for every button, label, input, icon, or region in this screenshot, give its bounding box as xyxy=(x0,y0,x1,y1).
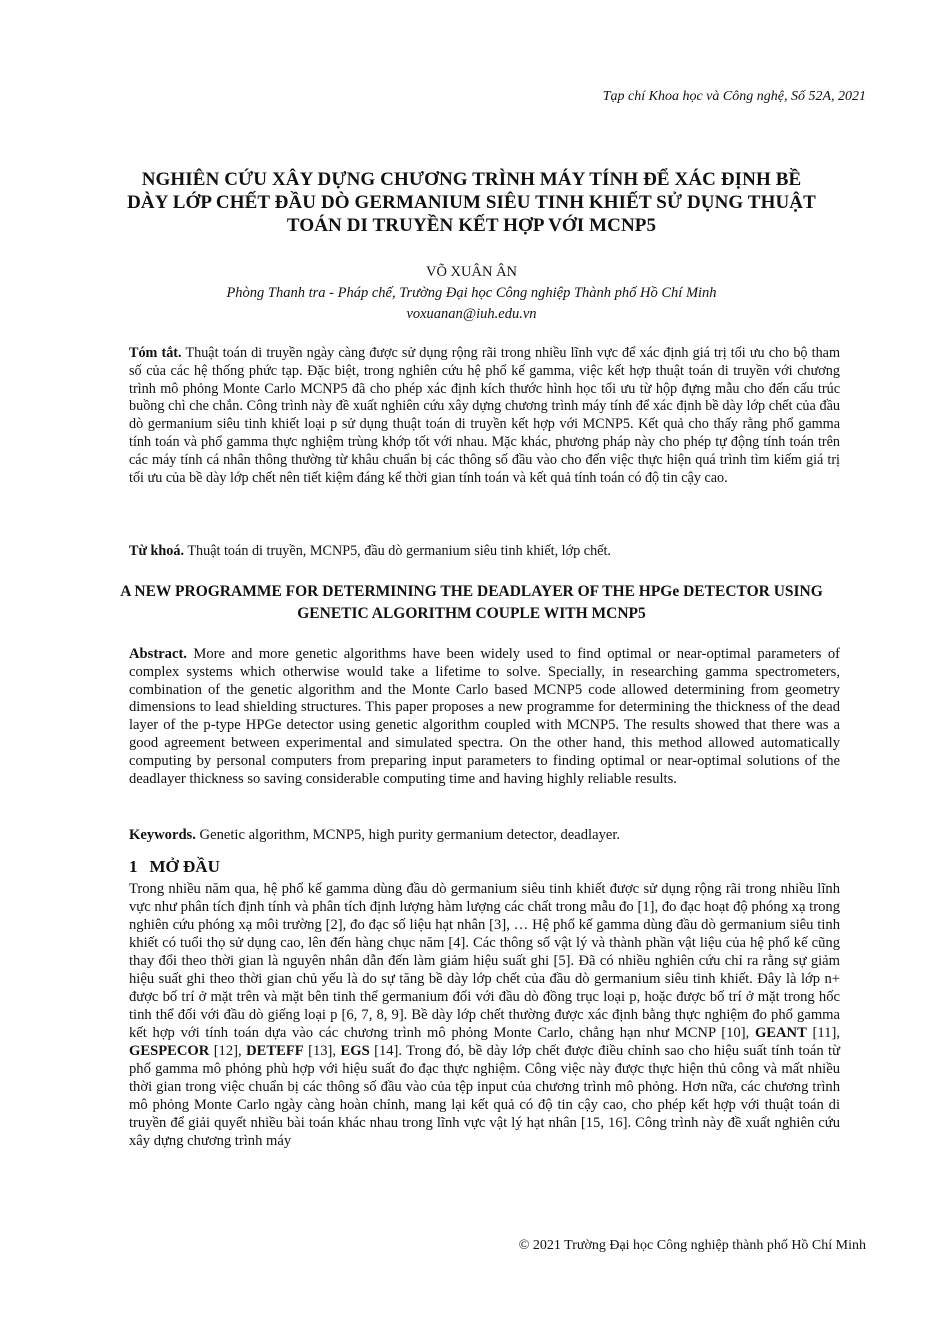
keywords-english xyxy=(129,827,840,845)
abstract-english xyxy=(129,646,840,788)
section-title: MỞ ĐẦU xyxy=(149,857,220,876)
keywords-vietnamese xyxy=(129,543,840,561)
author-email: voxuanan@iuh.edu.vn xyxy=(406,306,537,322)
keywords-vi-label: Từ khoá. xyxy=(129,543,185,559)
code-name-egs: EGS xyxy=(340,1043,370,1059)
section-heading xyxy=(129,857,220,877)
code-name-deteff: DETEFF xyxy=(246,1043,304,1059)
author-affiliation: Phòng Thanh tra - Pháp chế, Trường Đại học Công nghiệp Thành phố Hồ Chí Minh xyxy=(226,285,717,301)
abstract-en-text: More and more genetic algorithms have been widely used to find optimal or near-optimal parameters of complex systems which otherwise would take a lifetime to solve. Specially, in researching gamma spectrometers, combination of the genetic algorithm and the Monte Carlo based MCNP5 code allowed determining from geometry dimensions to lead shielding structures. This paper proposes a new programme for determining the thickness of the dead layer of the p-type HPGe detector using genetic algorithm coupled with MCNP5. The results showed that there was a good agreement between experimental and simulated spectra. On the other hand, this method allowed automatically computing by personal computers from preparing input parameters to finding optimal or near-optimal solutions of the deadlayer thickness so saving considerable computing time and having highly reliable results. xyxy=(129,646,840,787)
keywords-vi-text: Thuật toán di truyền, MCNP5, đầu dò germanium siêu tinh khiết, lớp chết. xyxy=(187,543,611,559)
section-number: 1 xyxy=(129,857,138,876)
author-name: VÕ XUÂN ÂN xyxy=(425,264,518,280)
code-name-geant: GEANT xyxy=(754,1025,807,1041)
title-english: A NEW PROGRAMME FOR DETERMINING THE DEADLAYER OF THE HPGe DETECTOR USING GENETIC ALGORITHM COUPLE WITH MCNP5 xyxy=(120,583,823,622)
journal-header: Tạp chí Khoa học và Công nghệ, Số 52A, 2021 xyxy=(602,89,866,104)
body-text-5: [14]. Trong đó, bề dày lớp chết được điều chỉnh sao cho hiệu suất tính toán từ phổ gamma mô phỏng phù hợp với hiệu suất đo đạc thực nghiệm. Công việc này được thực hiện thủ công và mất nhiều thời gian trong việc chuẩn bị các thông số đầu vào của tệp input của chương trình mô phỏng. Hơn nữa, các chương trình mô phỏng Monte Carlo ngày càng hoàn chỉnh, mang lại kết quả có độ tin cậy cao, cho phép kết hợp với thuật toán di truyền để giải quyết nhiều bài toán khác nhau trong lĩnh vực vật lý hạt nhân [15, 16]. Công trình này đề xuất nghiên cứu xây dựng chương trình máy xyxy=(129,1043,841,1149)
title-vietnamese: NGHIÊN CỨU XÂY DỰNG CHƯƠNG TRÌNH MÁY TÍNH ĐỂ XÁC ĐỊNH BỀ DÀY LỚP CHẾT ĐẦU DÒ GERMANIUM SIÊU TINH KHIẾT SỬ DỤNG THUẬT TOÁN DI TRUYỀN KẾT HỢP VỚI MCNP5 xyxy=(127,169,816,236)
body-text-1: Trong nhiều năm qua, hệ phổ kế gamma dùng đầu dò germanium siêu tinh khiết được sử dụng rộng rãi trong nhiều lĩnh vực như phân tích định tính và phân tích định lượng hàm lượng các chất trong mẫu đo [1], đo đạc hoạt độ phóng xạ trong nghiên cứu phóng xạ môi trường [2], đo đạc số liệu hạt nhân [3], … Hệ phổ kế gamma dùng đầu dò germanium siêu tinh khiết có tuổi thọ sử dụng cao, lên đến hàng chục năm [4]. Các thông số vật lý và thành phần vật liệu của hệ phổ kế cũng thay đổi theo thời gian là nguyên nhân dẫn đến làm giảm hiệu suất ghi [5]. Đã có nhiều nghiên cứu chỉ ra rằng sự giảm hiệu suất ghi theo thời gian chủ yếu là do sự tăng bề dày lớp chết của đầu dò germanium siêu tinh khiết. Đây là lớp n+ được bố trí ở mặt trên và mặt bên tinh thể germanium đối với đầu dò đồng trục loại p, hoặc được bố trí ở mặt trong hốc tinh thể đối với đầu dò giếng loại p [6, 7, 8, 9]. Bề dày lớp chết thường được xác định bằng thực nghiệm đo phổ gamma kết hợp với tính toán dựa vào các chương trình mô phỏng Monte Carlo, chẳng hạn như MCNP [10], xyxy=(129,881,840,1041)
author-block xyxy=(120,262,823,325)
body-text-4: [13], xyxy=(303,1043,341,1059)
abstract-vi-text: Thuật toán di truyền ngày càng được sử dụng rộng rãi trong nhiều lĩnh vực để xác định giá trị tối ưu cho bộ tham số của các hệ thống phức tạp. Đặc biệt, trong nghiên cứu hệ phổ kế gamma, việc kết hợp thuật toán di truyền với chương trình mô phỏng Monte Carlo MCNP5 đã cho phép xác định kích thước hình học tối ưu từ hộp đựng mẫu cho đến cấu trúc buồng chì che chắn. Công trình này đề xuất nghiên cứu xây dựng chương trình máy tính để xác định bề dày lớp chết của đầu dò germanium siêu tinh khiết loại p sử dụng thuật toán di truyền kết hợp với MCNP5. Kết quả cho thấy rằng phổ gamma tính toán và phổ gamma thực nghiệm trùng khớp tốt với nhau. Mặc khác, phương pháp này cho phép tự động tính toán trên các máy tính cá nhân thông thường từ khâu chuẩn bị các thông số đầu vào cho đến việc thực hiện quá trình tìm kiếm giá trị tối ưu của bề dày lớp chết nên tiết kiệm đáng kể thời gian tính toán và kết quả tính toán có độ tin cậy cao. xyxy=(129,345,840,486)
section-body xyxy=(129,880,840,1150)
abstract-en-label: Abstract. xyxy=(129,646,187,662)
abstract-vi-label: Tóm tắt. xyxy=(129,345,182,361)
copyright-footer: © 2021 Trường Đại học Công nghiệp thành phố Hồ Chí Minh xyxy=(518,1238,866,1253)
keywords-en-text: Genetic algorithm, MCNP5, high purity germanium detector, deadlayer. xyxy=(199,827,621,843)
body-text-3: [12], xyxy=(209,1043,247,1059)
abstract-vietnamese xyxy=(129,345,840,487)
body-text-2: [11], xyxy=(806,1025,840,1041)
keywords-en-label: Keywords. xyxy=(129,827,196,843)
code-name-gespecor: GESPECOR xyxy=(129,1043,210,1059)
